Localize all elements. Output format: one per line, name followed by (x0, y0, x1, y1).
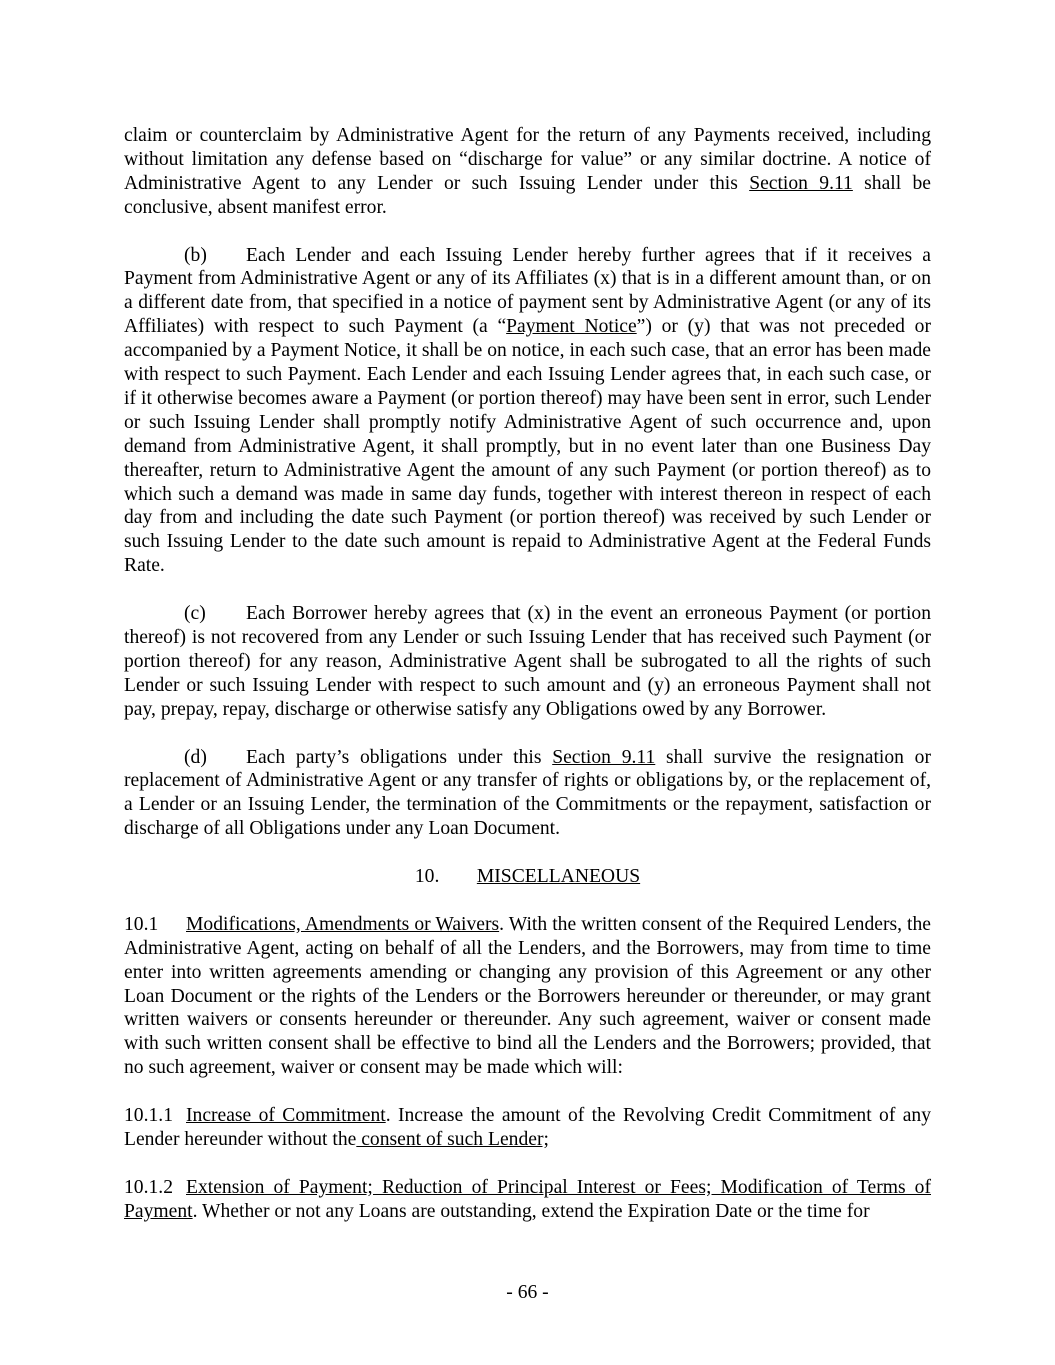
article-number: 10. (414, 866, 440, 888)
subsection-number: 10.1.2 (124, 1176, 173, 1198)
section-10-1-2: 10.1.2 Extension of Payment; Reduction of Principal Interest or Fees; Modification of Terms of Payment. Whether or not any Loans are outstanding, extend the Expiration Date or the time for (124, 1176, 931, 1222)
page-number: - 66 - (506, 1282, 549, 1303)
section-10-1: 10.1 Modifications, Amendments or Waivers. With the written consent of the Required Lenders, the Administrative Agent, acting on behalf of all the Lenders, and the Borrowers, may from time to time enter into written agreements amending or changing any provision of this Agreement or any other Loan Document or the rights of the Lenders or the Borrowers hereunder or thereunder, or may grant written waivers or consents hereunder or thereunder. Any such agreement, waiver or consent made with such written consent shall be effective to bind all the Lenders and the Borrowers; provided, that no such agreement, waiver or consent may be made which will: (124, 913, 931, 1079)
paragraph-d-label: (d) (184, 746, 207, 768)
section-10-1-1: 10.1.1 Increase of Commitment. Increase the amount of the Revolving Credit Commitment of any Lender hereunder without the consent of such Lender; (124, 1105, 931, 1150)
defined-term-payment-notice: Payment Notice (506, 316, 637, 338)
article-heading (124, 865, 931, 889)
section-reference-link: Section 9.11 (552, 746, 656, 768)
section-title: Modifications, Amendments or Waivers (186, 913, 500, 935)
article-title: MISCELLANEOUS (476, 866, 641, 888)
subsection-title: Extension of Payment; Reduction of Principal Interest or Fees; Modification of Terms of Payment (124, 1176, 931, 1222)
subsection-number: 10.1.1 (124, 1105, 173, 1127)
section-number: 10.1 (124, 913, 159, 935)
paragraph-a-continuation: claim or counterclaim by Administrative Agent for the return of any Payments received, including without limitation any defense based on “discharge for value” or any similar doctrine. A notice of Administrative Agent to any Lender or such Issuing Lender under this Section 9.11 shall be conclusive, absent manifest error. (124, 125, 932, 218)
document-page (124, 124, 931, 1224)
subsection-tail: consent of such Lender; (356, 1128, 549, 1150)
paragraph-c: (c) Each Borrower hereby agrees that (x) in the event an erroneous Payment (or portion thereof) is not recovered from any Lender or such Issuing Lender that has received such Payment (or portion thereof) for any reason, Administrative Agent shall be subrogated to all the rights of such Lender or such Issuing Lender with respect to such amount and (y) an erroneous Payment shall not pay, prepay, repay, discharge or otherwise satisfy any Obligations owed by any Borrower. (124, 603, 931, 720)
subsection-title: Increase of Commitment (186, 1105, 386, 1127)
section-reference-link: Section 9.11 (749, 172, 853, 194)
paragraph-b: (b) Each Lender and each Issuing Lender hereby further agrees that if it receives a Payment from Administrative Agent or any of its Affiliates (x) that is in a different amount than, or on a different date from, that specified in a notice of payment sent by Administrative Agent (or any of its Affiliates) with respect to such Payment (a “Payment Notice”) or (y) that was not preceded or accompanied by a Payment Notice, it shall be on notice, in each such case, that an error has been made with respect to such Payment. Each Lender and each Issuing Lender agrees that, in each such case, or if it otherwise becomes aware a Payment (or portion thereof) may have been sent in error, such Lender or such Issuing Lender shall promptly notify Administrative Agent of such occurrence and, upon demand from Administrative Agent, it shall promptly, but in no event later than one Business Day thereafter, return to Administrative Agent the amount of any such Payment (or portion thereof) as to which such a demand was made in same day funds, together with interest thereon in respect of each day from and including the date such Payment (or portion thereof) was received by such Lender or such Issuing Lender to the date such amount is repaid to Administrative Agent at the Federal Funds Rate. (124, 244, 931, 577)
paragraph-c-label: (c) (184, 603, 206, 625)
paragraph-b-label: (b) (184, 244, 207, 266)
paragraph-d: (d) Each party’s obligations under this Section 9.11 shall survive the resignation or replacement of Administrative Agent or any transfer of rights or obligations by, or the replacement of, a Lender or an Issuing Lender, the termination of the Commitments or the repayment, satisfaction or discharge of all Obligations under any Loan Document. (124, 746, 931, 840)
